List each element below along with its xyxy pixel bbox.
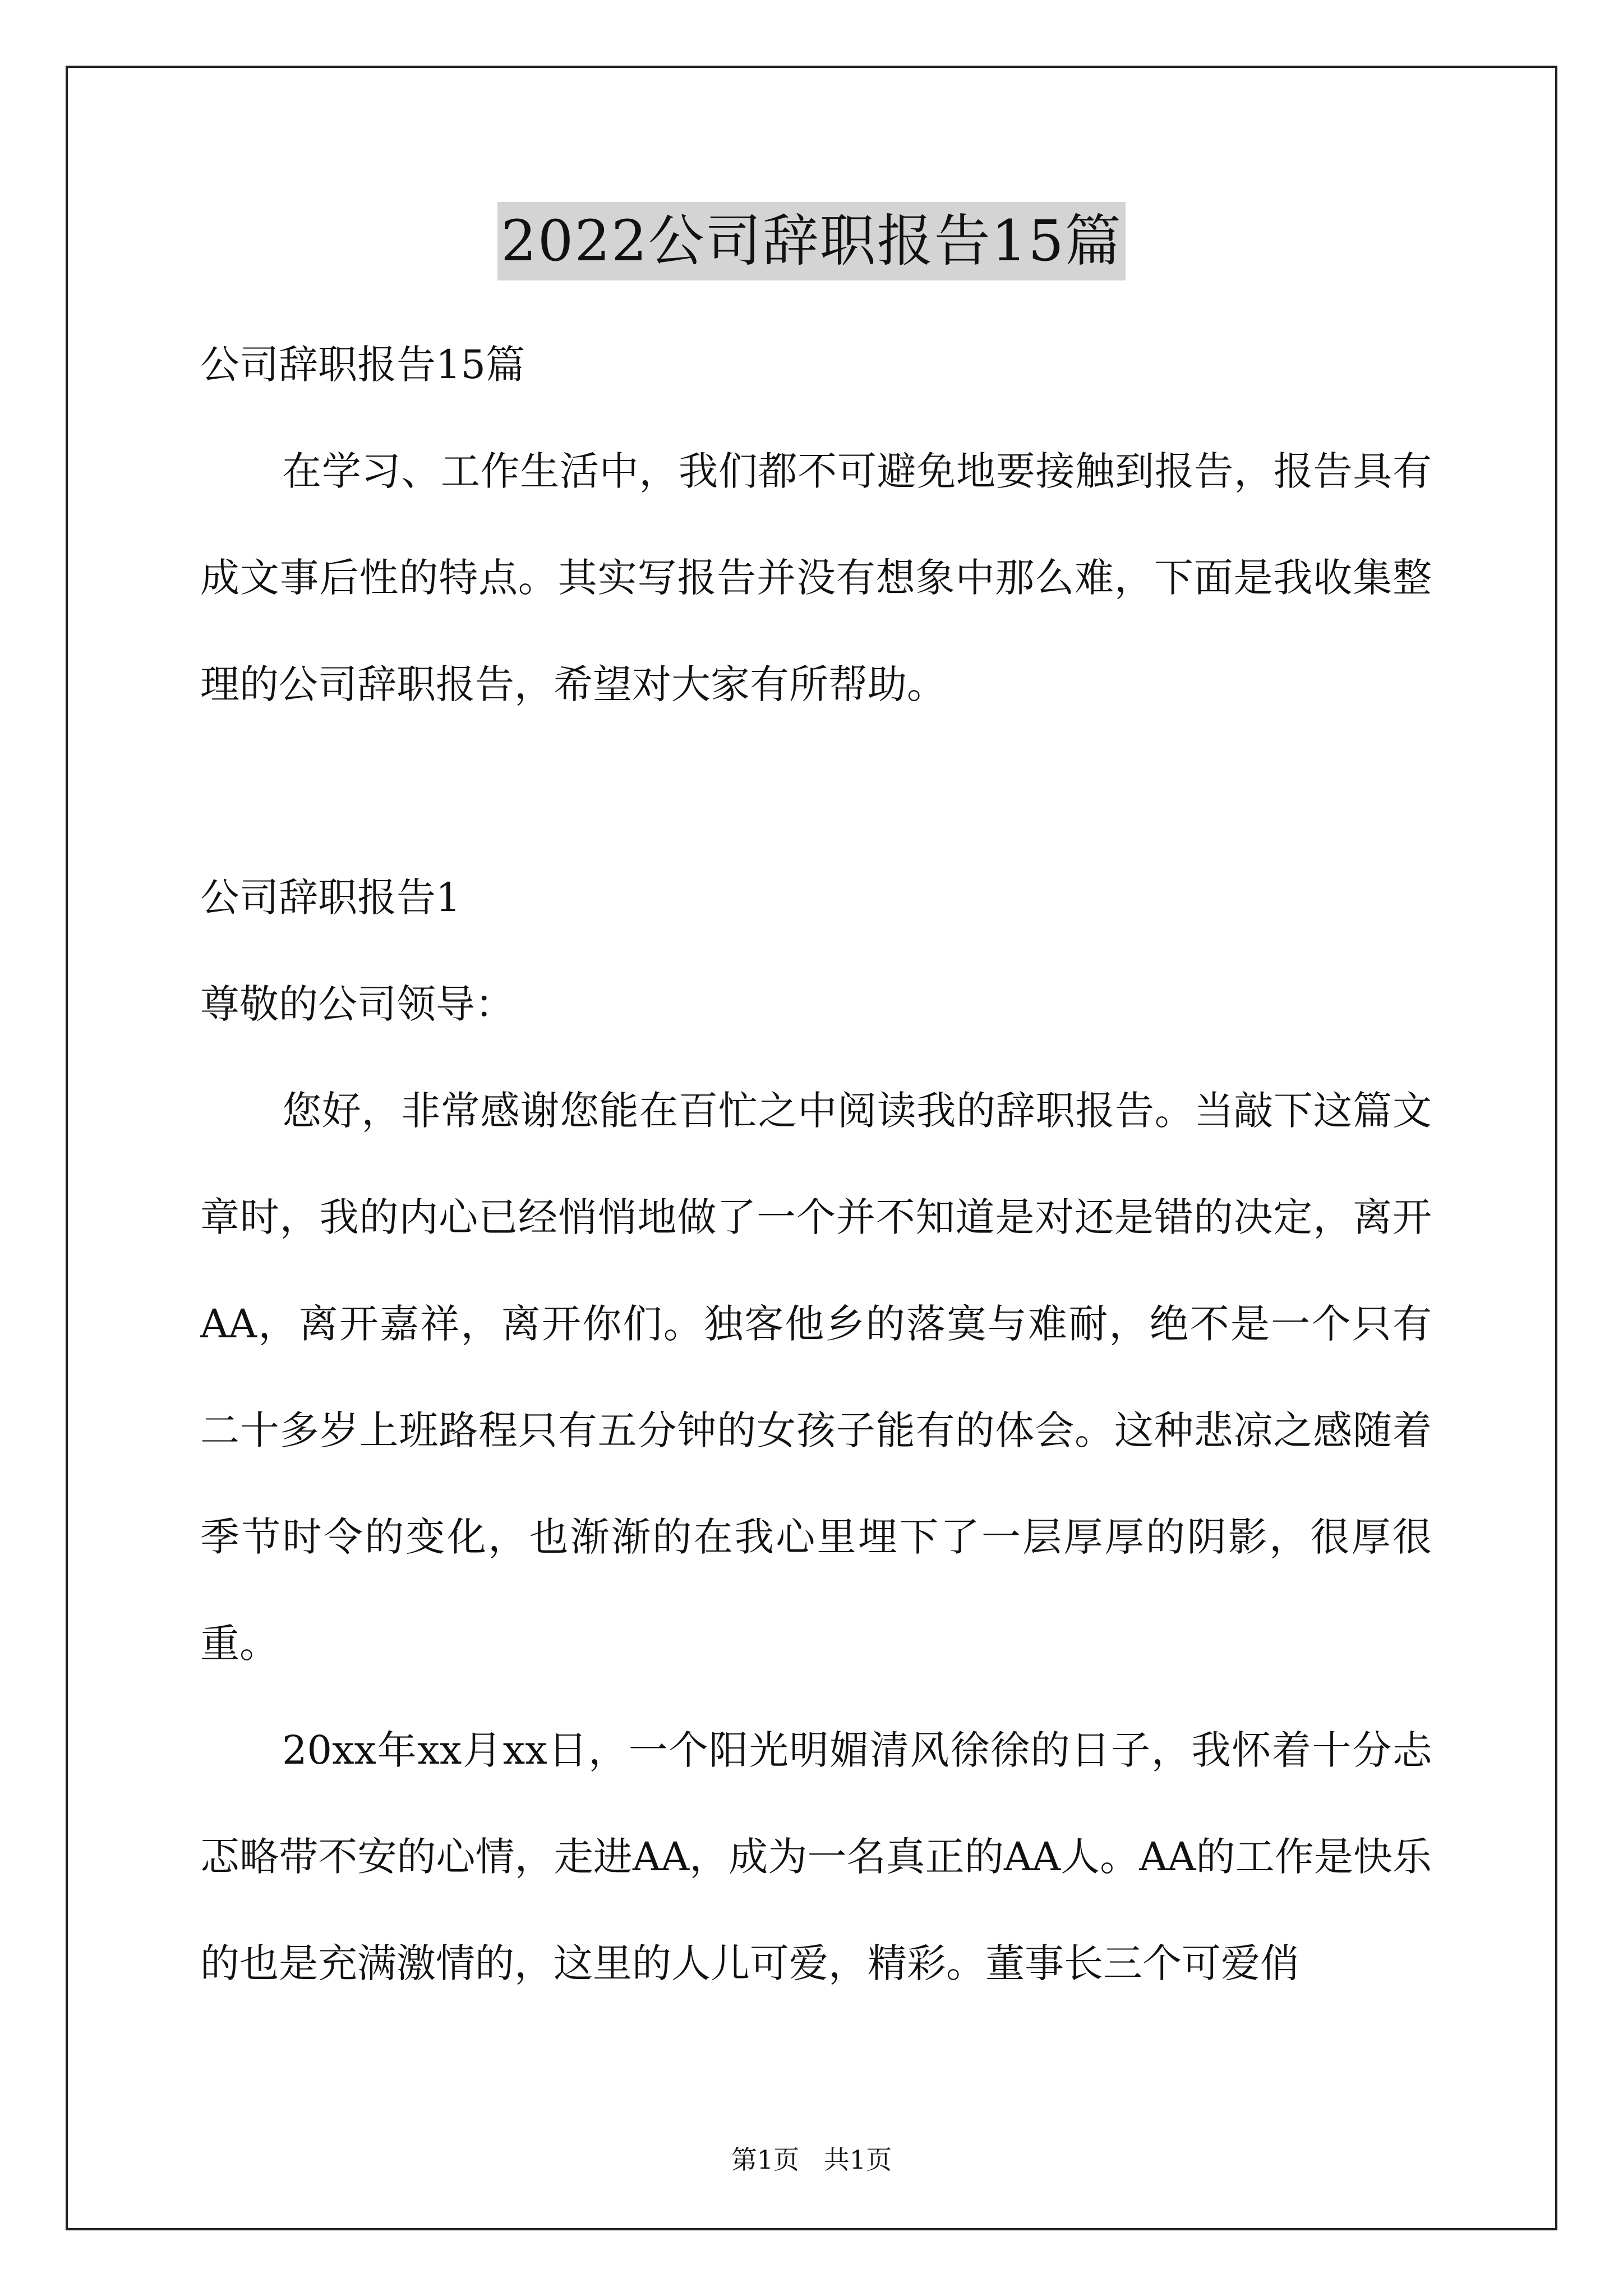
- salutation: 尊敬的公司领导：: [200, 981, 514, 1027]
- title-container: [0, 202, 1623, 280]
- section-spacer: [200, 738, 1432, 844]
- body-paragraph: 您好，非常感谢您能在百忙之中阅读我的辞职报告。当敲下这篇文章时，我的内心已经悄悄地做了一个并不知道是对还是错的决定，离开AA，离开嘉祥，离开你们。独客他乡的落寞与难耐，绝不是一个只有二十多岁上班路程只有五分钟的女孩子能有的体会。这种悲凉之感随着季节时令的变化，也渐渐的在我心里埋下了一层厚厚的阴影，很厚很重。: [200, 1088, 1432, 1667]
- body-paragraph: 20xx年xx月xx日，一个阳光明媚清风徐徐的日子，我怀着十分忐忑略带不安的心情，走进AA，成为一名真正的AA人。AA的工作是快乐的也是充满激情的，这里的人儿可爱，精彩。董事长三个可爱俏: [200, 1727, 1432, 1986]
- intro-paragraph: 在学习、工作生活中，我们都不可避免地要接触到报告，报告具有成文事后性的特点。其实写报告并没有想象中那么难，下面是我收集整理的公司辞职报告，希望对大家有所帮助。: [200, 448, 1432, 707]
- page-number: 第1页 共1页: [731, 2145, 892, 2175]
- document-title: 2022公司辞职报告15篇: [497, 202, 1126, 280]
- section-heading: 公司辞职报告1: [200, 875, 461, 921]
- subtitle: 公司辞职报告15篇: [200, 342, 525, 388]
- document-body: [200, 311, 1432, 2017]
